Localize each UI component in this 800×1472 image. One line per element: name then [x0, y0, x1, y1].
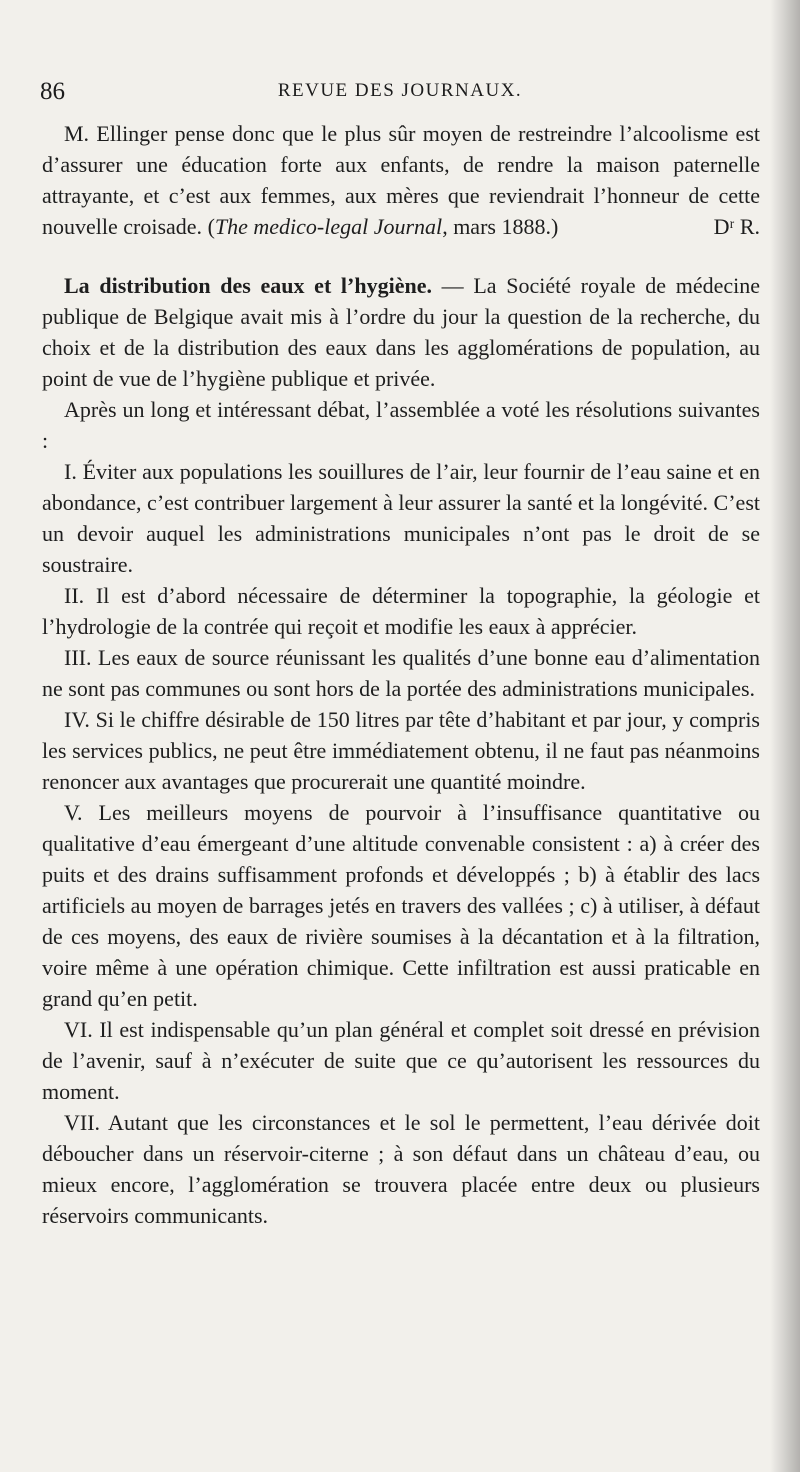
article1-source-title: The medico-legal Journal: [214, 214, 443, 239]
resolution-4: IV. Si le chiffre désirable de 150 litres par tête d’habitant et par jour, y compris les services publics, ne peut être immédiatement obtenu, il ne faut pas néanmoins renoncer aux avantages que procurerait une quantité moindre.: [42, 707, 760, 794]
resolution-5: V. Les meilleurs moyens de pourvoir à l’insuffisance quantitative ou qualitative d’eau émergeant d’une altitude convenable consistent : a) à créer des puits et des drains suffisamment profonds et développés ; b) à établir des lacs artificiels au moyen de barrages jetés en travers des vallées ; c) à utiliser, à défaut de ces moyens, des eaux de rivière soumises à la décantation et à la filtration, voire même à une opération chimique. Cette infiltration est aussi praticable en grand qu’en petit.: [42, 800, 760, 1011]
page-body: [42, 118, 760, 1231]
article1-source-rest: , mars 1888.): [442, 214, 559, 239]
page-number: 86: [40, 78, 65, 105]
page-header: [40, 78, 760, 108]
resolution-1: I. Éviter aux populations les souillures de l’air, leur fournir de l’eau saine et en abondance, c’est contribuer largement à leur assurer la santé et la longévité. C’est un devoir auquel les administrations municipales n’ont pas le droit de se soustraire.: [42, 459, 760, 577]
resolution-6: VI. Il est indispensable qu’un plan général et complet soit dressé en prévision de l’avenir, sauf à n’exécuter de suite que ce qu’autorisent les ressources du moment.: [42, 1017, 760, 1104]
article1-author: Dʳ R.: [713, 214, 760, 239]
resolution-3: III. Les eaux de source réunissant les qualités d’une bonne eau d’alimentation ne sont pas communes ou sont hors de la portée des administrations municipales.: [42, 645, 760, 701]
article2-paragraph: Après un long et intéressant débat, l’assemblée a voté les résolutions suivantes :: [42, 397, 760, 453]
article1-paragraph: [42, 118, 760, 242]
article2-intro: — La Société royale de médecine publique de Belgique avait mis à l’ordre du jour la question de la recherche, du choix et de la distribution des eaux dans les agglomérations de population, au point de vue de l’hygiène publique et privée.: [42, 273, 760, 391]
article1-text: M. Ellinger pense donc que le plus sûr moyen de restreindre l’alcoolisme est d’assurer une éducation forte aux enfants, de rendre la maison paternelle attrayante, et c’est aux femmes, aux mères que reviendrait l’honneur de cette nouvelle croisade.: [42, 121, 760, 239]
resolution-2: II. Il est d’abord nécessaire de déterminer la topographie, la géologie et l’hydrologie de la contrée qui reçoit et modifie les eaux à apprécier.: [42, 583, 760, 639]
article2-title: La distribution des eaux et l’hygiène.: [64, 273, 432, 298]
article1-source-open: (: [207, 214, 215, 239]
running-head: REVUE DES JOURNAUX.: [277, 80, 523, 101]
resolution-7: VII. Autant que les circonstances et le sol le permettent, l’eau dérivée doit déboucher dans un réservoir-citerne ; à son défaut dans un château d’eau, ou mieux encore, l’agglomération se trouvera placée entre deux ou plusieurs réservoirs communicants.: [42, 1110, 760, 1228]
article2-intro-paragraph: [42, 270, 760, 394]
